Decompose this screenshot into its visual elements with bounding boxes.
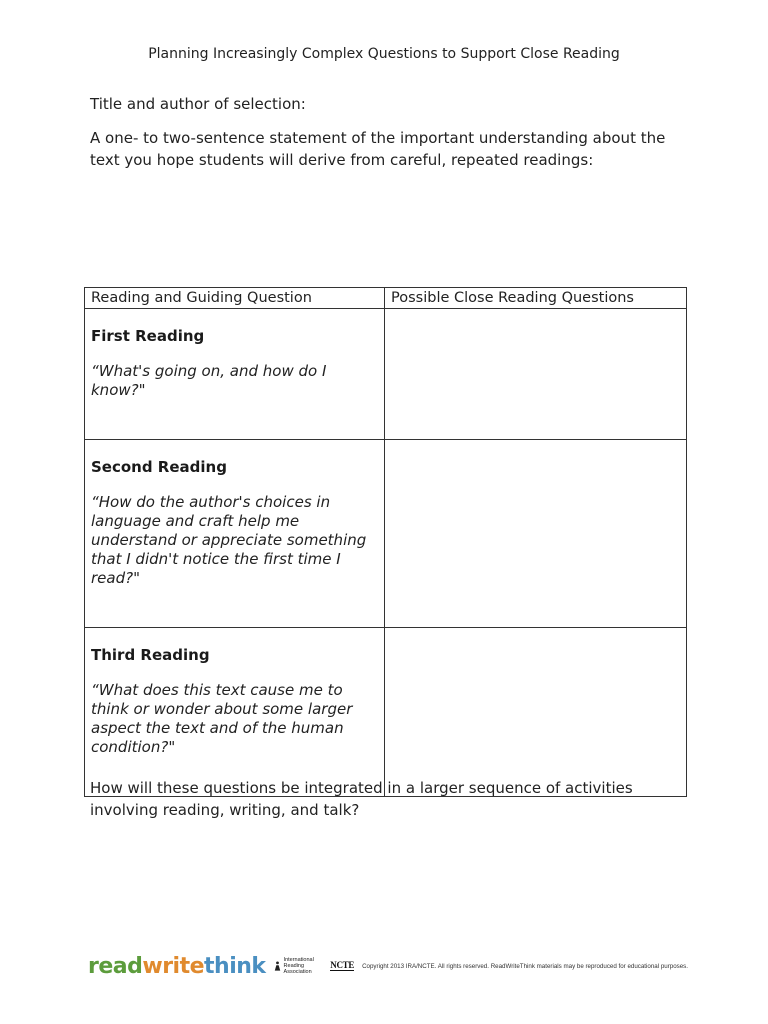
guiding-question: “What's going on, and how do I know?": [91, 362, 327, 399]
guiding-question-cell: [85, 628, 385, 797]
guiding-question-cell: [85, 440, 385, 628]
table-row-second-reading: [85, 440, 687, 628]
logo-read: read: [88, 953, 143, 979]
logo-write: write: [142, 953, 205, 979]
ira-logo: [274, 957, 323, 975]
page-title: Planning Increasingly Complex Questions to Support Close Reading: [148, 46, 620, 62]
reading-name: Second Reading: [91, 458, 227, 476]
copyright-notice: Copyright 2013 IRA/NCTE. All rights reserved. ReadWriteThink materials may be reproduced for educational purposes.: [362, 962, 688, 970]
reading-name: First Reading: [91, 327, 205, 345]
title-author-prompt: Title and author of selection:: [90, 95, 306, 113]
ncte-logo: NCTE: [330, 960, 355, 970]
header-reading-guiding-question: Reading and Guiding Question: [85, 288, 385, 309]
guiding-question: “What does this text cause me to think or wonder about some larger aspect the text and of the human condition?": [91, 681, 353, 756]
close-reading-answer-cell[interactable]: [385, 440, 687, 628]
close-reading-table: [84, 287, 687, 797]
guiding-question-cell: [85, 309, 385, 440]
footer: [88, 948, 688, 984]
close-reading-answer-cell[interactable]: [385, 309, 687, 440]
ira-line-2: Reading Association: [283, 963, 312, 975]
readwritethink-logo: [88, 954, 266, 979]
ira-figure-icon: [274, 960, 281, 972]
table-row-third-reading: [85, 628, 687, 797]
understanding-statement-prompt: A one- to two-sentence statement of the important understanding about the text you hope students will derive from careful, repeated readings:: [90, 129, 666, 169]
table-row-first-reading: [85, 309, 687, 440]
reading-name: Third Reading: [91, 646, 210, 664]
header-close-reading-questions: Possible Close Reading Questions: [385, 288, 687, 309]
table-header-row: [85, 288, 687, 309]
ira-line-1: International: [283, 957, 314, 963]
logo-think: think: [204, 953, 266, 979]
integration-prompt: How will these questions be integrated in a larger sequence of activities involving reading, writing, and talk?: [90, 779, 633, 819]
close-reading-answer-cell[interactable]: [385, 628, 687, 797]
guiding-question: “How do the author's choices in language and craft help me understand or appreciate something that I didn't notice the first time I read?": [91, 493, 367, 587]
